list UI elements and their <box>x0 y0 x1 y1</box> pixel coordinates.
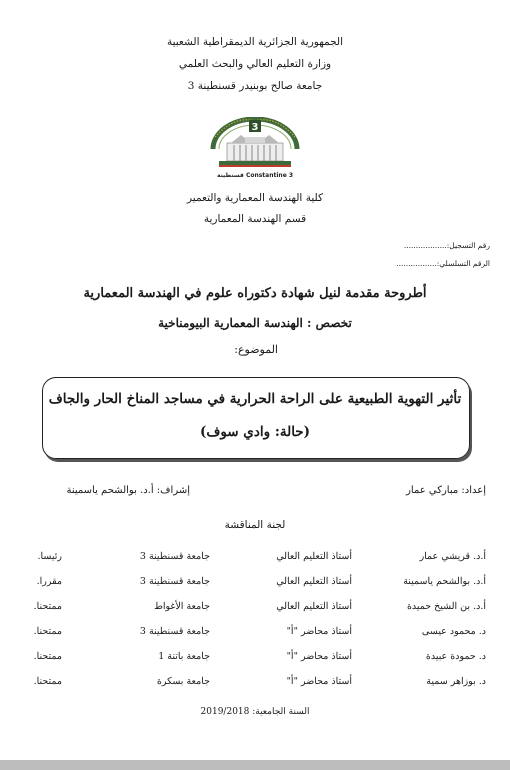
specialty-line: تخصص : الهندسة المعمارية البيومناخية <box>158 316 352 330</box>
member-rank: أستاذ التعليم العالي <box>276 551 352 562</box>
serial-number: الرقم التسلسلي:................. <box>396 259 490 268</box>
member-rank: أستاذ محاضر "أ" <box>286 676 352 687</box>
member-role: ممتحنا. <box>33 626 62 637</box>
member-role: ممتحنا. <box>33 651 62 662</box>
thesis-title: أطروحة مقدمة لنيل شهادة دكتوراه علوم في الهندسة المعمارية <box>83 286 427 301</box>
university-name: جامعة صالح بوبنيدر قسنطينة 3 <box>187 80 323 92</box>
university-seal-icon <box>205 117 305 179</box>
university-logo <box>205 117 305 179</box>
member-name: أ.د. بوالشحم ياسمينة <box>403 576 486 587</box>
prepared-by: إعداد: مباركي عمار <box>406 485 486 496</box>
supervisor: إشراف: أ.د. بوالشحم ياسمينة <box>66 485 190 496</box>
committee-row <box>0 651 510 667</box>
logo-caption: Constantine 3 قسنطينة <box>216 172 294 179</box>
department-name: قسم الهندسة المعمارية <box>203 213 307 225</box>
member-name: أ.د. قريشي عمار <box>419 551 486 562</box>
member-rank: أستاذ محاضر "أ" <box>286 651 352 662</box>
member-university: جامعة باتنة 1 <box>158 651 210 662</box>
republic-name: الجمهورية الجزائرية الديمقراطية الشعبية <box>166 36 344 48</box>
registration-number: رقم التسجيل:.................. <box>403 241 490 250</box>
member-university: جامعة قسنطينة 3 <box>139 576 210 587</box>
member-university: جامعة قسنطينة 3 <box>139 551 210 562</box>
member-rank: أستاذ التعليم العالي <box>276 601 352 612</box>
subject-case: (حالة: وادي سوف) <box>199 424 311 440</box>
committee-row <box>0 601 510 617</box>
member-university: جامعة الأغواط <box>154 601 210 612</box>
member-name: أ.د. بن الشيخ حميدة <box>406 601 486 612</box>
member-role: ممتحنا. <box>33 601 62 612</box>
academic-year: السنة الجامعية: 2019/2018 <box>200 707 310 717</box>
member-role: رئيسا. <box>37 551 62 562</box>
committee-row <box>0 626 510 642</box>
member-role: مقررا. <box>36 576 62 587</box>
faculty-name: كلية الهندسة المعمارية والتعمير <box>187 192 323 204</box>
member-name: د. بوزاهر سمية <box>426 676 486 687</box>
member-university: جامعة بسكرة <box>156 676 210 687</box>
member-role: ممتحنا. <box>33 676 62 687</box>
committee-row <box>0 576 510 592</box>
bottom-scrollbar[interactable] <box>0 760 510 770</box>
member-name: د. محمود عيسى <box>421 626 486 637</box>
committee-title: لجنة المناقشة <box>224 519 286 531</box>
member-rank: أستاذ التعليم العالي <box>276 576 352 587</box>
ministry-name: وزارة التعليم العالي والبحث العلمي <box>178 58 332 70</box>
member-name: د. حمودة عبيدة <box>425 651 486 662</box>
member-rank: أستاذ محاضر "أ" <box>286 626 352 637</box>
svg-text:3: 3 <box>251 122 259 133</box>
subject-frame <box>42 377 470 459</box>
subject-title: تأثير التهوية الطبيعية على الراحة الحرارية في مساجد المناخ الحار والجاف <box>48 391 462 407</box>
committee-row <box>0 676 510 692</box>
member-university: جامعة قسنطينة 3 <box>139 626 210 637</box>
subject-label: الموضوع: <box>234 343 278 356</box>
committee-row <box>0 551 510 567</box>
